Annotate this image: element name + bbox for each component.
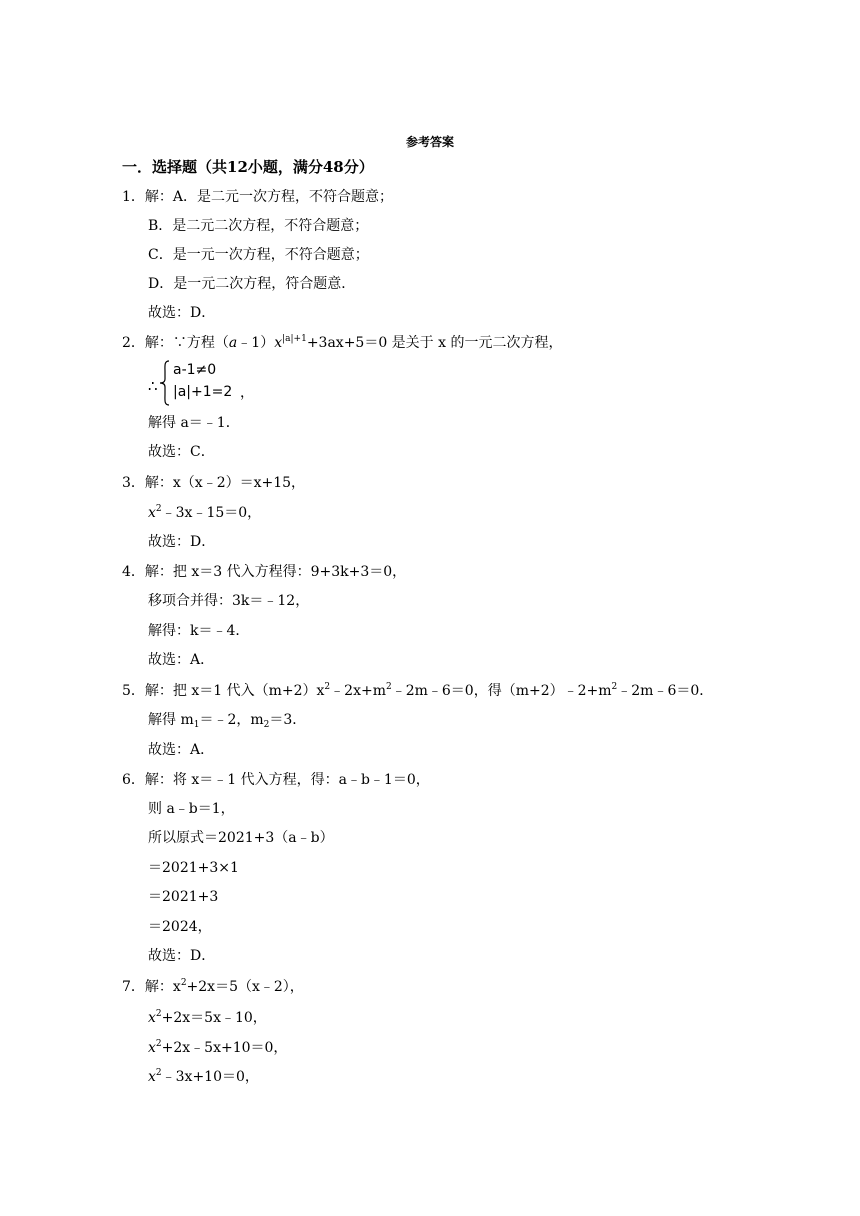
q5-line-2: 解得 $m_1=﹣2$，$m_2=3$． xyxy=(148,712,307,730)
left-brace-icon xyxy=(159,360,171,406)
q4-line-4: 故选：A． xyxy=(148,652,215,668)
q7-line-1: 7．解：$x^2+2x=5(x﹣2)$， xyxy=(122,978,304,995)
q6-line-6: ＝2024， xyxy=(148,919,212,935)
section-heading: 一．选择题（共12小题，满分48分） xyxy=(122,158,374,176)
q7-line-4: $x^2﹣3x+10=0$， xyxy=(148,1068,259,1085)
q6-line-3: 所以原式＝2021+3（a﹣b） xyxy=(148,830,334,846)
q6-line-2: 则 a﹣b＝1， xyxy=(148,801,235,817)
q2-line-4: 故选：C． xyxy=(148,444,215,460)
q6-line-7: 故选：D． xyxy=(148,948,216,964)
q4-line-2: 移项合并得：3k＝﹣12， xyxy=(148,593,310,609)
page-title: 参考答案 xyxy=(405,135,454,149)
q1-line-3: C．是一元一次方程，不符合题意； xyxy=(148,247,369,263)
q2-line-1: 2．解：∵方程$(a﹣1)x^{|a|+1}+3ax+5=0$ 是关于 x 的一元二次方程， xyxy=(122,334,563,351)
q2-line-3: 解得 a＝﹣1． xyxy=(148,415,240,431)
q5-line-3: 故选：A． xyxy=(148,742,215,758)
q4-line-1: 4．解：把 x＝3 代入方程得：9+3k+3＝0， xyxy=(122,564,407,580)
q5-line-1: 5．解：把 x＝1 代入$(m+2)x^2﹣2x+m^2﹣2m﹣6=0$，得$(m+2)﹣2+m^2﹣2m﹣6=0$． xyxy=(122,682,714,699)
equation-system xyxy=(148,360,268,406)
q7-line-3: $x^2+2x﹣5x+10=0$， xyxy=(148,1039,288,1056)
q1-line-2: B．是二元二次方程，不符合题意； xyxy=(148,218,369,234)
q4-line-3: 解得：k＝﹣4． xyxy=(148,623,250,639)
therefore-symbol: ∴ xyxy=(148,377,158,395)
q1-line-1: 1．解：A．是二元一次方程，不符合题意； xyxy=(122,189,394,205)
q6-line-4: ＝2021+3×1 xyxy=(148,860,239,876)
q6-line-5: ＝2021+3 xyxy=(148,889,219,905)
system-comma: ， xyxy=(240,385,254,401)
q6-line-1: 6．解：将 x＝﹣1 代入方程，得：a﹣b﹣1＝0， xyxy=(122,772,430,788)
q1-line-4: D．是一元二次方程，符合题意． xyxy=(148,276,356,292)
q3-line-2: $x^2﹣3x﹣15=0$， xyxy=(148,504,262,521)
q7-line-2: $x^2+2x=5x﹣10$， xyxy=(148,1009,267,1026)
system-equation-2: |a|+1=2 xyxy=(173,384,233,400)
system-equation-1: a-1≠0 xyxy=(173,362,217,378)
q1-line-5: 故选：D． xyxy=(148,305,216,321)
q3-line-3: 故选：D． xyxy=(148,534,216,550)
q3-line-1: 3．解：x（x﹣2）＝x+15， xyxy=(122,475,306,491)
